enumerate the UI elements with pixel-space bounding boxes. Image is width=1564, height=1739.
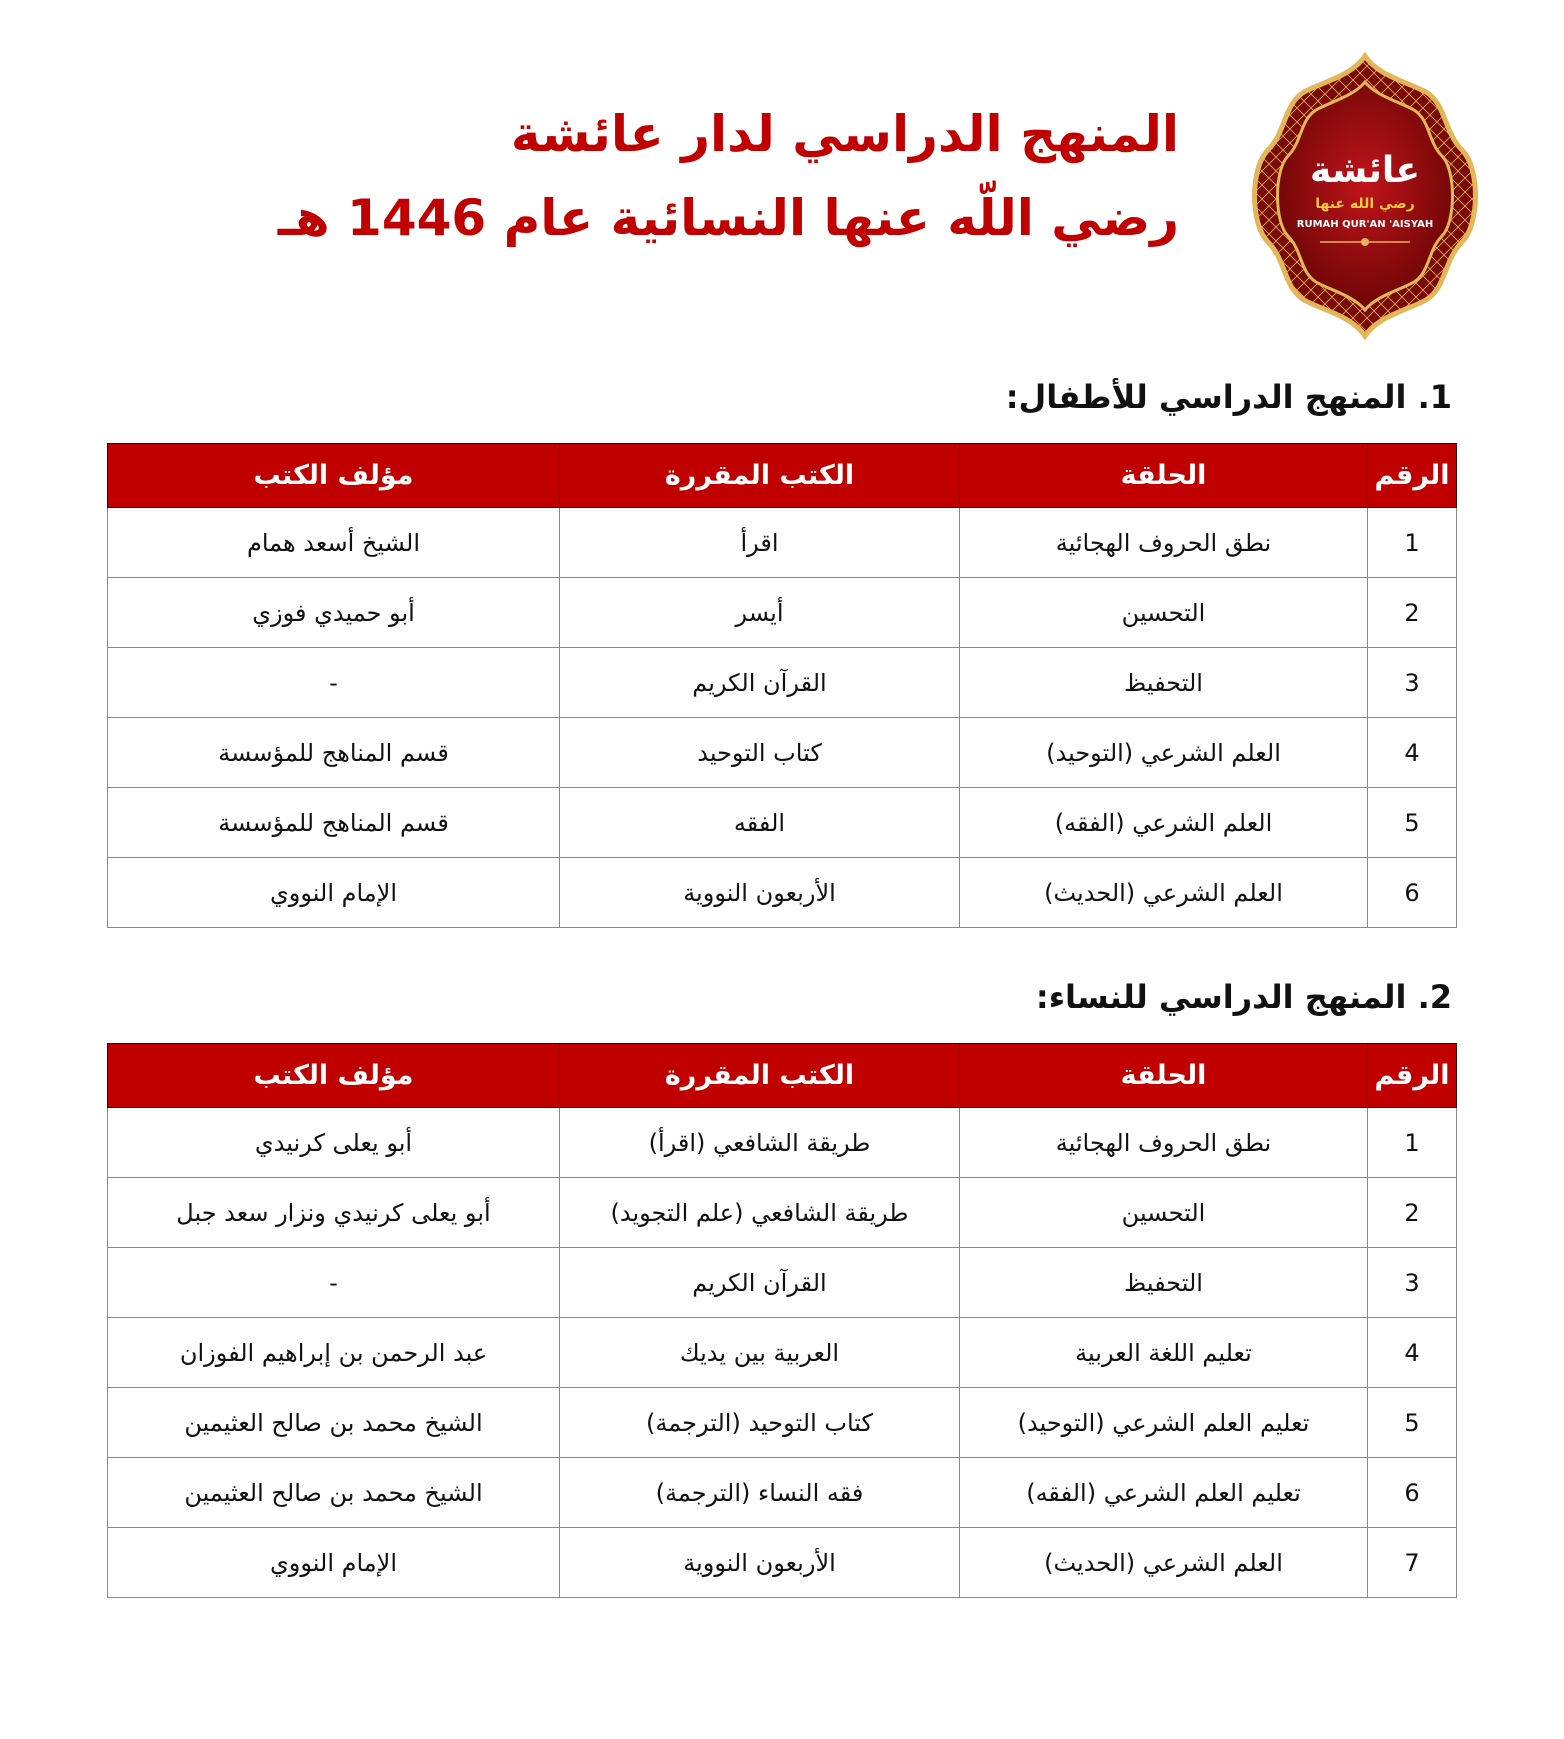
table-row (108, 1318, 1457, 1388)
cell-number: 3 (1368, 648, 1457, 718)
cell-author: - (108, 1248, 560, 1318)
cell-circle: العلم الشرعي (التوحيد) (960, 718, 1368, 788)
table-row (108, 648, 1457, 718)
logo (1248, 52, 1482, 340)
cell-circle: التحسين (960, 578, 1368, 648)
table-row (108, 578, 1457, 648)
column-header-author: مؤلف الكتب (108, 444, 560, 508)
column-header-circle: الحلقة (960, 444, 1368, 508)
table-row (108, 1108, 1457, 1178)
logo-latin-name: RUMAH QUR'AN 'AISYAH (1296, 219, 1434, 230)
table-row (108, 508, 1457, 578)
column-header-number: الرقم (1368, 1044, 1457, 1108)
cell-circle: تعليم العلم الشرعي (الفقه) (960, 1458, 1368, 1528)
table-row (108, 1528, 1457, 1598)
cell-number: 4 (1368, 718, 1457, 788)
cell-author: - (108, 648, 560, 718)
cell-author: عبد الرحمن بن إبراهيم الفوزان (108, 1318, 560, 1388)
title-line-1: المنهج الدراسي لدار عائشة (510, 105, 1179, 163)
cell-number: 1 (1368, 1108, 1457, 1178)
cell-number: 1 (1368, 508, 1457, 578)
cell-number: 7 (1368, 1528, 1457, 1598)
cell-circle: التحسين (960, 1178, 1368, 1248)
cell-number: 6 (1368, 858, 1457, 928)
cell-circle: تعليم العلم الشرعي (التوحيد) (960, 1388, 1368, 1458)
cell-circle: العلم الشرعي (الحديث) (960, 1528, 1368, 1598)
cell-circle: نطق الحروف الهجائية (960, 1108, 1368, 1178)
cell-number: 6 (1368, 1458, 1457, 1528)
cell-author: الإمام النووي (108, 858, 560, 928)
title-line-2: رضي اللّه عنها النسائية عام 1446 هـ (277, 189, 1179, 247)
cell-book: أيسر (560, 578, 960, 648)
cell-book: الأربعون النووية (560, 1528, 960, 1598)
cell-number: 2 (1368, 1178, 1457, 1248)
cell-book: القرآن الكريم (560, 648, 960, 718)
cell-book: الأربعون النووية (560, 858, 960, 928)
logo-subtitle: رضي الله عنها (1315, 196, 1415, 212)
page-title (278, 92, 1179, 260)
cell-circle: التحفيظ (960, 648, 1368, 718)
column-header-circle: الحلقة (960, 1044, 1368, 1108)
cell-book: كتاب التوحيد (الترجمة) (560, 1388, 960, 1458)
table-row (108, 718, 1457, 788)
table-header-row (108, 444, 1457, 508)
section-heading-women: 2. المنهج الدراسي للنساء: (1035, 978, 1452, 1016)
table-row (108, 1388, 1457, 1458)
cell-number: 5 (1368, 1388, 1457, 1458)
table-row (108, 1178, 1457, 1248)
table-row (108, 1458, 1457, 1528)
column-header-number: الرقم (1368, 444, 1457, 508)
cell-circle: التحفيظ (960, 1248, 1368, 1318)
cell-author: قسم المناهج للمؤسسة (108, 788, 560, 858)
cell-book: الفقه (560, 788, 960, 858)
column-header-books: الكتب المقررة (560, 444, 960, 508)
cell-number: 3 (1368, 1248, 1457, 1318)
cell-circle: العلم الشرعي (الفقه) (960, 788, 1368, 858)
logo-wordmark: عائشة (1309, 150, 1421, 191)
cell-book: طريقة الشافعي (علم التجويد) (560, 1178, 960, 1248)
curriculum-table-women (107, 1043, 1457, 1598)
table-row (108, 1248, 1457, 1318)
curriculum-table-children (107, 443, 1457, 928)
section-heading-children: 1. المنهج الدراسي للأطفال: (1005, 378, 1452, 416)
cell-author: الشيخ محمد بن صالح العثيمين (108, 1388, 560, 1458)
cell-book: كتاب التوحيد (560, 718, 960, 788)
cell-number: 5 (1368, 788, 1457, 858)
cell-author: الإمام النووي (108, 1528, 560, 1598)
cell-author: أبو يعلى كرنيدي ونزار سعد جبل (108, 1178, 560, 1248)
cell-number: 4 (1368, 1318, 1457, 1388)
cell-book: العربية بين يديك (560, 1318, 960, 1388)
cell-circle: العلم الشرعي (الحديث) (960, 858, 1368, 928)
cell-book: اقرأ (560, 508, 960, 578)
column-header-books: الكتب المقررة (560, 1044, 960, 1108)
cell-author: أبو يعلى كرنيدي (108, 1108, 560, 1178)
cell-book: القرآن الكريم (560, 1248, 960, 1318)
table-row (108, 788, 1457, 858)
cell-author: قسم المناهج للمؤسسة (108, 718, 560, 788)
cell-circle: نطق الحروف الهجائية (960, 508, 1368, 578)
cell-author: الشيخ محمد بن صالح العثيمين (108, 1458, 560, 1528)
cell-author: أبو حميدي فوزي (108, 578, 560, 648)
cell-book: فقه النساء (الترجمة) (560, 1458, 960, 1528)
cell-circle: تعليم اللغة العربية (960, 1318, 1368, 1388)
cell-book: طريقة الشافعي (اقرأ) (560, 1108, 960, 1178)
table-row (108, 858, 1457, 928)
table-header-row (108, 1044, 1457, 1108)
column-header-author: مؤلف الكتب (108, 1044, 560, 1108)
cell-number: 2 (1368, 578, 1457, 648)
cell-author: الشيخ أسعد همام (108, 508, 560, 578)
